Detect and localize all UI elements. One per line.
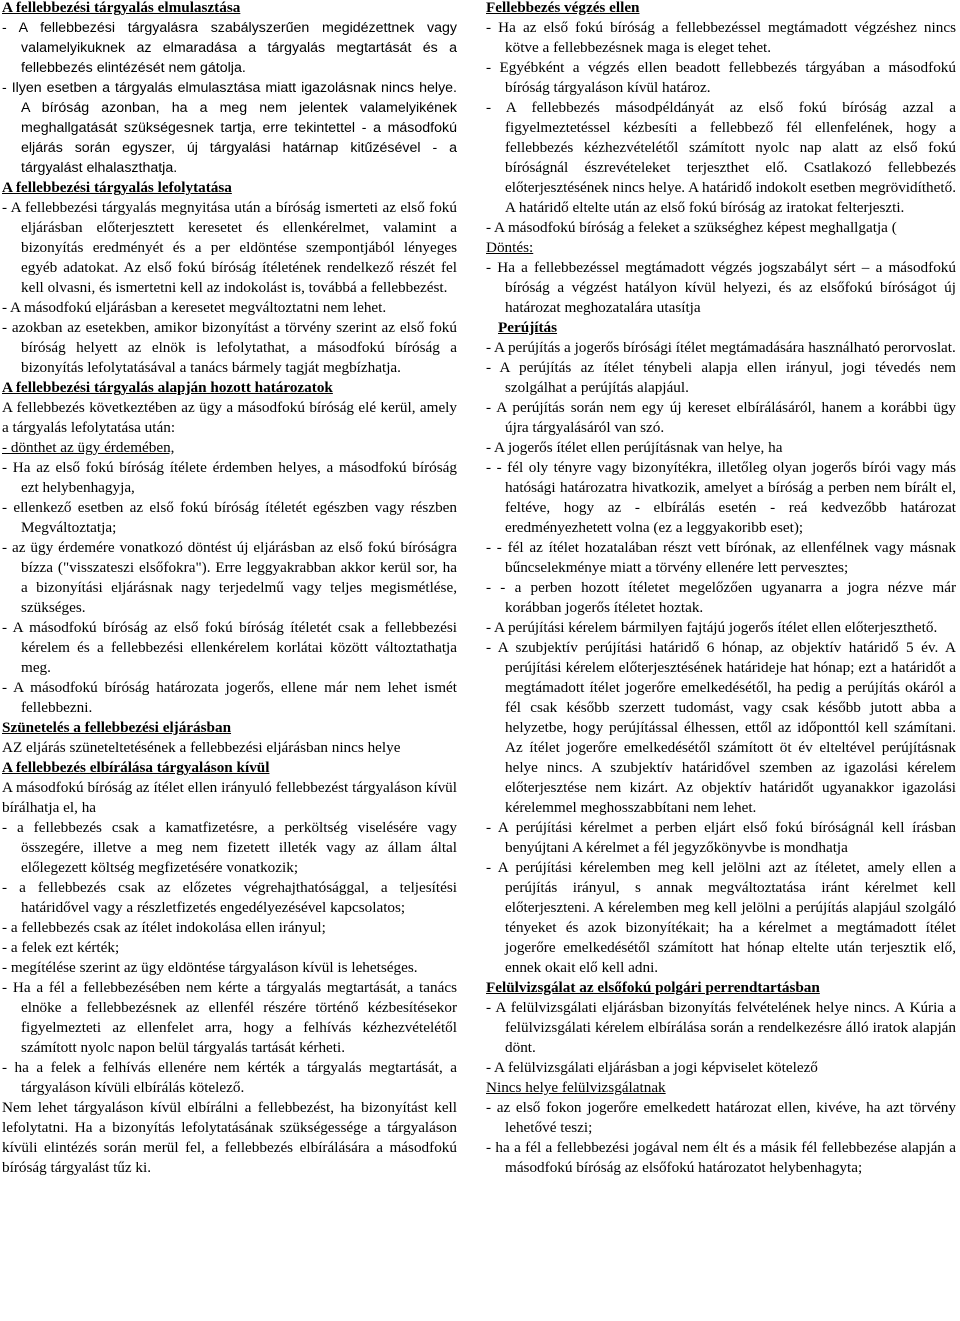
list-item: - ha a felek a felhívás ellenére nem kérték a tárgyalás megtartását, a tárgyaláson kívüli elbírálás kötelező. — [2, 1059, 457, 1096]
list-item: - A szubjektív perújítási határidő 6 hónap, az objektív határidő 5 év. A perújítási kérelem előterjesztésének határideje hat hónap; ezt a határidőt a megtámadott ítélet jogerőre emelkedésétől, ha pedig a perújítás okáról a fél csak később szerzett tudomást, vagy csak később jutott abba a helyzetbe, hogy perújítással élhessen, ettől az időponttól kell számítani. Az ítélet jogerőre emelkedésétől számított öt év elteltével perújításnak helye nincs. A szubjektív határidővel szemben az igazolási kérelem előterjesztése nem kizárt. Az objektív határidőt ugyanakkor igazolási kérelemmel meghosszabbítani nem lehet. — [486, 639, 956, 816]
list-item: - az ügy érdemére vonatkozó döntést új eljárásban az első fokú bíróságra bízza ("visszateszi elsőfokra"). Erre leggyakrabban akkor kerül sor, ha a bizonyítási eljárásnak nagy terjedelmű vagy teljes megismétlése, szükséges. — [2, 539, 457, 616]
list-item: - A másodfokú bíróság a feleket a szükséghez képest meghallgatja ( — [486, 219, 897, 236]
section-heading: A fellebbezési tárgyalás alapján hozott határozatok — [2, 379, 333, 396]
subheading: Perújítás — [498, 319, 558, 336]
subheading: Nincs helye felülvizsgálatnak — [486, 1079, 666, 1096]
subheading: - dönthet az ügy érdemében, — [2, 439, 175, 456]
section-heading: Felülvizsgálat az elsőfokú polgári perrendtartásban — [486, 979, 820, 996]
section-heading: Szünetelés a fellebbezési eljárásban — [2, 719, 232, 736]
section-heading: Fellebbezés végzés ellen — [486, 0, 640, 16]
list-item: - Ha az első fokú bíróság ítélete érdemben helyes, a másodfokú bíróság ezt helybenhagyja, — [2, 459, 457, 496]
list-item: - A jogerős ítélet ellen perújításnak van helye, ha — [486, 439, 783, 456]
list-item: - Egyébként a végzés ellen beadott fellebbezés tárgyában a másodfokú bíróság tárgyaláson kívül határoz. — [486, 59, 956, 96]
list-item: - A fellebbezési tárgyalás megnyitása után a bíróság ismerteti az első fokú eljárásban előterjesztett keresetet és ellenkérelmet, valamint a bizonyítás eredményét és a per eldöntése szempontjából lényeges egyéb adatokat. Az első fokú bíróság ítéletének rendelkező részét fel kell olvasni, és ismertetni kell az indokolást is, továbbá a fellebbezést. — [2, 199, 457, 296]
list-item: - azokban az esetekben, amikor bizonyítást a törvény szerint az első fokú bíróság helyett az elnök is lefolytathat, a másodfokú bíróság a bizonyítás lefolytatásával a tanács bármely tagját megbízhatja. — [2, 319, 457, 376]
paragraph: A másodfokú bíróság az ítélet ellen irányuló fellebbezést tárgyaláson kívül bírálhatja el, ha — [2, 779, 457, 816]
list-item: - A felülvizsgálati eljárásban bizonyítás felvételének helye nincs. A Kúria a felülvizsgálati kérelem elbírálása során a rendelkezésre álló iratok alapján dönt. — [486, 999, 956, 1056]
paragraph: Nem lehet tárgyaláson kívül elbírálni a fellebbezést, ha bizonyítást kell lefolytatni. Ha a bizonyítás lefolytatásának szükségessége a tárgyaláson kívüli elintézés során merül fel, a fellebbezés elbírálására a másodfokú bíróság tárgyalást tűz ki. — [2, 1099, 457, 1176]
list-item: - A másodfokú bíróság határozata jogerős, ellene már nem lehet ismét fellebbezni. — [2, 679, 457, 716]
list-item: - A perújítási kérelmet a perben eljárt első fokú bíróságnál kell írásban benyújtani A kérelmet a fél jegyzőkönyvbe is mondhatja — [486, 819, 956, 856]
list-item: - a fellebbezés csak a kamatfizetésre, a perköltség viselésére vagy összegére, illetve a meg nem fizetett illeték vagy az állam által előlegezett költség megfizetésére vonatkozik; — [2, 819, 457, 876]
list-item: - - fél az ítélet hozatalában részt vett bírónak, az ellenfélnek vagy másnak bűncselekménye miatt a törvény ellenére lett pervesztes; — [486, 539, 956, 576]
list-item: - a fellebbezés csak az előzetes végrehajthatósággal, a teljesítési határidővel vagy a részletfizetés engedélyezésével kapcsolatos; — [2, 879, 457, 916]
paragraph: AZ eljárás szüneteltetésének a fellebbezési eljárásban nincs helye — [2, 739, 401, 756]
list-item: - megítélése szerint az ügy eldöntése tárgyaláson kívül is lehetséges. — [2, 959, 418, 976]
right-column — [486, 0, 956, 1178]
list-item: - Ilyen esetben a tárgyalás elmulasztása miatt igazolásnak nincs helye. A bíróság azonban, ha a meg nem jelentek valamelyikének meghallgatását szükségesnek tartja, erre tekintettel - a másodfokú eljárás során egyszer, új tárgyalási határnap kitűzésével - a tárgyalást elhalaszthatja. — [2, 80, 457, 176]
list-item: - ha a fél a fellebbezési jogával nem élt és a másik fél fellebbezése alapján a másodfokú bíróság az elsőfokú határozatot helybenhagyta; — [486, 1139, 956, 1176]
list-item: - A perújítási kérelemben meg kell jelölni azt az ítéletet, amely ellen a perújítás irányul, s annak megváltoztatása iránt kérelmet kell előterjeszteni. A kérelemben meg kell jelölni a perújítás alapjául szolgáló tényeket és azok bizonyítékait; ha a kérelmet a megtámadott ítélet jogerőre emelkedésétől számított hat hónap eltelte után terjesztik elő, ennek okait elő kell adni. — [486, 859, 956, 976]
list-item: - A fellebbezés másodpéldányát az első fokú bíróság azzal a figyelmeztetéssel kézbesíti a fellebbező fél ellenfelének, hogy a fellebbezés kézhezvételétől számított nyolc nap alatt az első fokú bíróságnál észrevételeket terjeszthet elő. Csatlakozó fellebbezés előterjesztésének nincs helye. A határidő indokolt esetben megrövidíthető. A határidő eltelte után az első fokú bíróság az iratokat felterjeszti. — [486, 99, 956, 216]
paragraph: A fellebbezés következtében az ügy a másodfokú bíróság elé kerül, amely a tárgyalás lefolytatása után: — [2, 399, 457, 436]
list-item: - Ha a fél a fellebbezésében nem kérte a tárgyalás megtartását, a tanács elnöke a fellebbezésnek az ellenfél részére történő kézbesítésekor figyelmezteti az ellenfelet arra, hogy a felhívás kézhezvételétől számított nyolc napon belül tárgyalás tartását kérheti. — [2, 979, 457, 1056]
list-item: - A perújítás a jogerős bírósági ítélet megtámadására használható perorvoslat. — [486, 339, 956, 356]
list-item: - A felülvizsgálati eljárásban a jogi képviselet kötelező — [486, 1059, 818, 1076]
list-item: - Ha a fellebbezéssel megtámadott végzés jogszabályt sért – a másodfokú bíróság a végzést hatályon kívül helyezi, és az elsőfokú bíróságot új határozat meghozatalára utasítja — [486, 259, 956, 316]
left-column — [2, 0, 457, 1178]
list-item: - - a perben hozott ítéletet megelőzően ugyanarra a jogra nézve már korábban jogerős ítéletet hoztak. — [486, 579, 956, 616]
list-item: - A fellebbezési tárgyalásra szabályszerűen megidézettnek vagy valamelyikuknek az elmaradása a tárgyalás megtartását és a fellebbezés elintézését nem gátolja. — [2, 20, 457, 76]
list-item: - A másodfokú eljárásban a keresetet megváltoztatni nem lehet. — [2, 299, 387, 316]
list-item: - Ha az első fokú bíróság a fellebbezéssel megtámadott végzéshez nincs kötve a fellebbezésnek maga is eleget tehet. — [486, 19, 956, 56]
list-item: - ellenkező esetben az első fokú bíróság ítéletét egészben vagy részben Megváltoztatja; — [2, 499, 457, 536]
section-heading: A fellebbezés elbírálása tárgyaláson kívül — [2, 759, 270, 776]
list-item: - - fél oly tényre vagy bizonyítékra, illetőleg olyan jogerős bírói vagy más hatósági határozatra hivatkozik, amelyet a bíróság a perben nem bírált el, feltéve, hogy az - elbírálás esetén - reá kedvezőbb határozat eredményezhetett volna (ez a leggyakoribb eset); — [486, 459, 956, 536]
list-item: - a fellebbezés csak az ítélet indokolása ellen irányul; — [2, 919, 326, 936]
list-item: - A perújítás az ítélet ténybeli alapja ellen irányul, jogi tévedés nem szolgálhat a perújítás alapjául. — [486, 359, 956, 396]
section-heading: A fellebbezési tárgyalás lefolytatása — [2, 179, 232, 196]
list-item: - A perújítási kérelem bármilyen fajtájú jogerős ítélet ellen előterjeszthető. — [486, 619, 938, 636]
section-heading: A fellebbezési tárgyalás elmulasztása — [2, 0, 241, 16]
subheading: Döntés: — [486, 239, 534, 256]
list-item: - A perújítás során nem egy új kereset elbírálásáról, hanem a korábbi ügy újra tárgyalásáról van szó. — [486, 399, 956, 436]
list-item: - A másodfokú bíróság az első fokú bíróság ítéletét csak a fellebbezési kérelem és a fellebbezési ellenkérelem korlátai között változtathatja meg. — [2, 619, 457, 676]
list-item: - a felek ezt kérték; — [2, 939, 120, 956]
list-item: - az első fokon jogerőre emelkedett határozat ellen, kivéve, ha azt törvény lehetővé teszi; — [486, 1099, 956, 1136]
